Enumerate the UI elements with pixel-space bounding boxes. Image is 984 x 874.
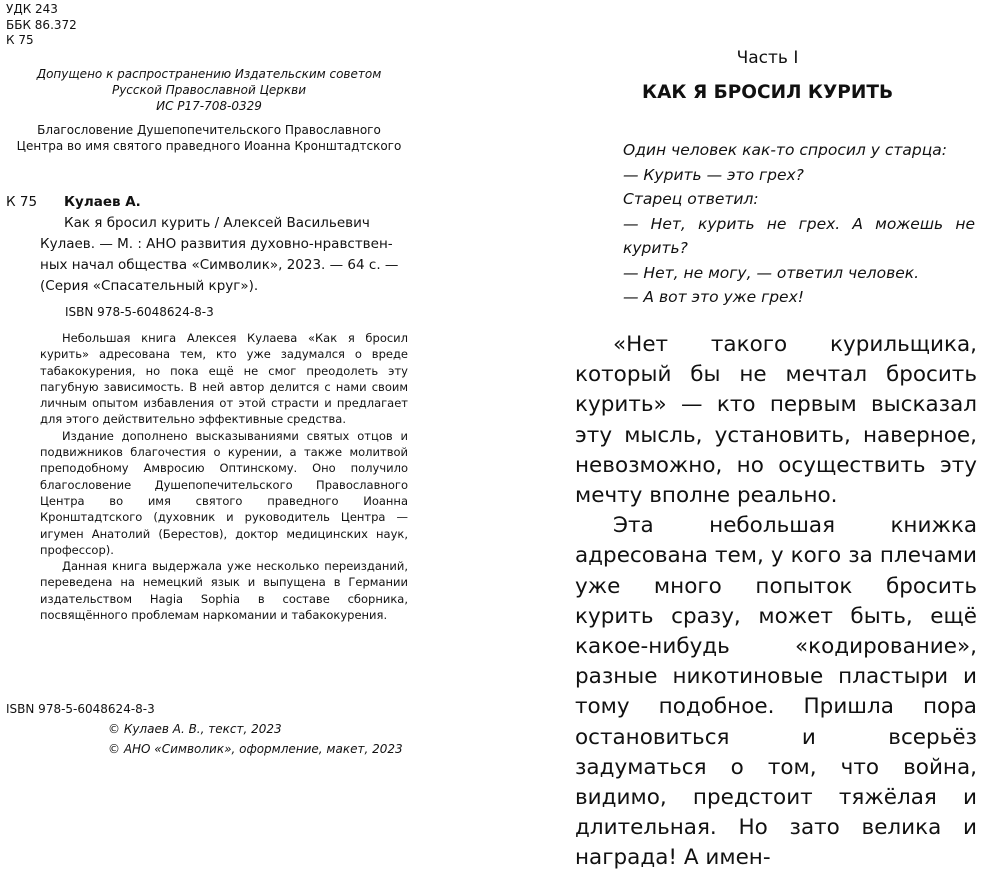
blessing-note [0, 122, 418, 154]
blessing-line: Центра во имя святого праведного Иоанна Кронштадтского [16, 139, 402, 153]
approval-line: ИС Р17-708-0329 [156, 99, 262, 113]
right-page [555, 0, 980, 871]
isbn-bottom: ISBN 978-5-6048624-8-3 [6, 702, 155, 716]
index-codes [6, 2, 77, 49]
entry-line: Как я бросил курить / Алексей Васильевич [64, 215, 370, 231]
part-label: Часть I [736, 48, 799, 68]
main-text [575, 330, 977, 874]
chapter-title: КАК Я БРОСИЛ КУРИТЬ [641, 82, 894, 103]
isbn-top: ISBN 978-5-6048624-8-3 [65, 305, 214, 319]
copyright-publisher: © АНО «Символик», оформление, макет, 2023 [108, 742, 403, 756]
epigraph-line: Один человек как-то спросил у старца: [623, 141, 948, 159]
epigraph-line: — Нет, курить не грех. А можешь не курить? [623, 214, 975, 257]
catalog-author: Кулаев А. [64, 194, 141, 210]
body-paragraph: Эта небольшая книжка адресована тем, у кого за плечами уже много попыток бросить курить сразу, может быть, ещё какое-нибудь «кодирование», разные никотиновые пластыри и тому подобное. Пришла пора остановиться и всерьёз задуматься о том, что война, видимо, предстоит тяжёлая и длительная. Но зато велика и награда! А имен- [575, 513, 977, 871]
epigraph-line: — А вот это уже грех! [623, 288, 804, 306]
epigraph-line: — Нет, не могу, — ответил человек. [623, 263, 920, 282]
approval-line: Допущено к распространению Издательским советом [36, 67, 382, 81]
epigraph-line: — Курить — это грех? [623, 165, 804, 184]
blessing-line: Благословение Душепопечительского Православного [37, 123, 381, 137]
entry-line: Кулаев. — М. : АНО развития духовно-нравствен- [40, 236, 393, 252]
entry-line: ных начал общества «Символик», 2023. — 64 с. — [40, 257, 399, 273]
annotation-paragraph: Данная книга выдержала уже несколько переизданий, переведена на немецкий язык и выпущена в Германии издательством Hagia Sophia в составе сборника, посвящённого проблемам наркомании и табакокурения. [40, 559, 408, 623]
udk-code: УДК 243 [6, 2, 58, 16]
entry-line: (Серия «Спасательный круг»). [40, 278, 259, 294]
annotation [40, 330, 408, 623]
copyright-author: © Кулаев А. В., текст, 2023 [108, 722, 282, 736]
bbk-code: ББК 86.372 [6, 17, 77, 32]
annotation-paragraph: Издание дополнено высказываниями святых отцов и подвижников благочестия о курении, а также молитвой преподобному Амвросию Оптинскому. Оно получило благословение Душепопечительского Православного Центра во имя святого праведного Иоанна Кронштадтского (духовник и руководитель Центра — игумен Анатолий (Берестов), доктор медицинских наук, профессор). [40, 428, 408, 557]
catalog-entry [40, 192, 410, 297]
annotation-paragraph: Небольшая книга Алексея Кулаева «Как я бросил курить» адресована тем, кто уже задумался о вреде табакокурения, но пока ещё не смог преодолеть эту пагубную зависимость. В ней автор делится с нами своим личным опытом избавления от этой страсти и предлагает для этого действительно эффективные средства. [40, 331, 408, 427]
left-page [0, 0, 418, 761]
epigraph-line: Старец ответил: [623, 190, 759, 208]
author-mark: К 75 [6, 33, 34, 47]
approval-line: Русской Православной Церкви [111, 83, 307, 97]
approval-note [0, 66, 418, 114]
body-paragraph: «Нет такого курильщика, который бы не мечтал бросить курить» — кто первым высказал эту мысль, установить, наверное, невозможно, но осуществить эту мечту вполне реально. [575, 332, 977, 509]
catalog-code: К 75 [6, 194, 38, 210]
epigraph [623, 138, 975, 310]
